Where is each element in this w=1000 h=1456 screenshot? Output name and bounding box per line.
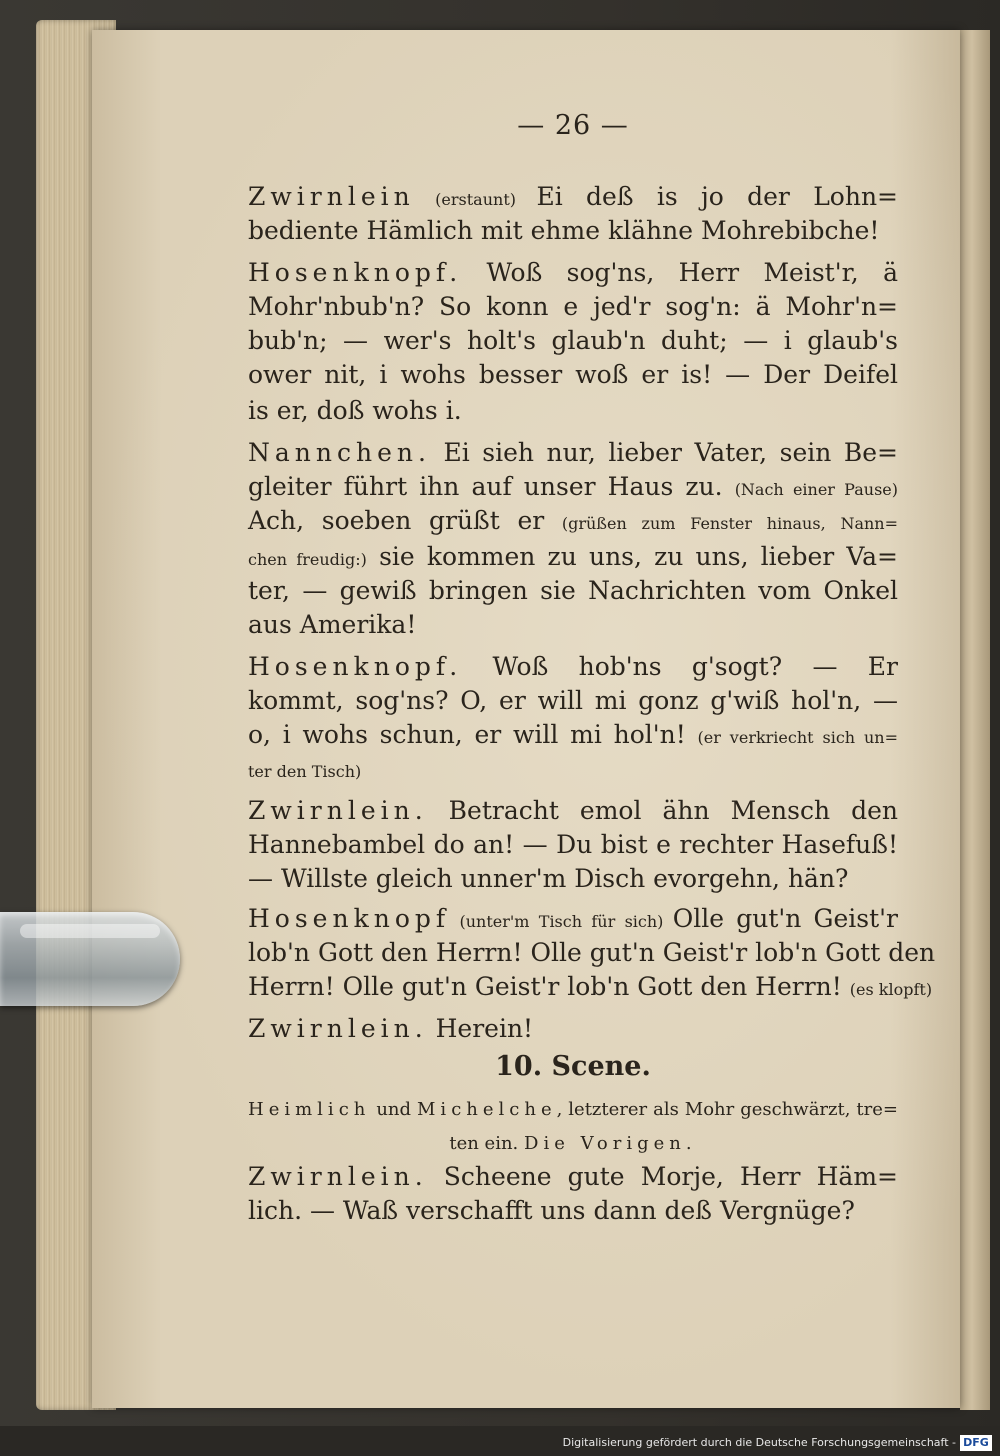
text-line (248, 1194, 898, 1228)
text-span: Mohr'nbub'n? So konn e jed'r sog'n: ä Mohr'n= (248, 292, 898, 321)
text-span: Ei deß is jo der Lohn= (536, 182, 898, 211)
text-line (248, 828, 898, 862)
text-span: — Willste gleich unner'm Disch evorgehn, hän? (248, 864, 849, 893)
text-span: Woß sog'ns, Herr Meist'r, ä (462, 258, 898, 287)
text-line (248, 936, 936, 970)
text-line (248, 970, 933, 1007)
stage-direction: chen freudig:) (248, 550, 367, 569)
speaker-name: Hosenknopf. (248, 258, 463, 287)
text-line (248, 436, 898, 470)
text-line (248, 1160, 898, 1194)
text-line (248, 256, 898, 290)
text-span: Herrn! Olle gut'n Geist'r lob'n Gott den Herrn! (248, 972, 850, 1001)
speaker-name: Die Vorigen. (524, 1133, 697, 1154)
text-span: o, i wohs schun, er will mi hol'n! (248, 720, 698, 749)
text-span: lob'n Gott den Herrn! Olle gut'n Geist'r lob'n Gott den (248, 938, 936, 967)
text-span: und (370, 1099, 417, 1120)
text-span: bediente Hämlich mit ehme klähne Mohrebibche! (248, 216, 880, 245)
text-line (248, 1090, 898, 1127)
text-span: Scheene gute Morje, Herr Häm= (427, 1162, 898, 1191)
page-clamp-highlight (20, 924, 160, 938)
speaker-name: Hosenknopf. (248, 652, 463, 681)
text-line (248, 684, 898, 718)
text-line (248, 1012, 898, 1046)
stage-direction: (unter'm Tisch für sich) (450, 912, 673, 931)
text-span: gleiter führt ihn auf unser Haus zu. (248, 472, 735, 501)
text-line (248, 1124, 898, 1161)
text-line (248, 718, 898, 755)
text-line (248, 504, 898, 541)
text-line (248, 324, 898, 358)
text-line (248, 290, 898, 324)
speaker-name: Zwirnlein. (248, 1014, 428, 1043)
stage-direction: (es klopft) (849, 980, 933, 999)
text-line (248, 650, 898, 684)
text-span: Betracht emol ähn Mensch den (427, 796, 898, 825)
stage-direction: ter den Tisch) (248, 762, 362, 781)
text-line (248, 394, 898, 428)
stage-direction: (Nach einer Pause) (734, 480, 898, 499)
text-line (248, 180, 898, 217)
footer-bar (0, 1426, 1000, 1456)
text-span: ower nit, i wohs besser woß er is! — Der Deifel (248, 360, 898, 389)
text-span: aus Amerika! (248, 610, 417, 639)
text-span: Ach, soeben grüßt er (248, 506, 562, 535)
text-span: ten ein. (449, 1133, 525, 1154)
text-span: Herein! (427, 1014, 534, 1043)
text-line (248, 752, 898, 789)
speaker-name: Nannchen. (248, 438, 431, 467)
text-line (248, 902, 898, 939)
text-line (248, 574, 898, 608)
text-line (248, 794, 898, 828)
speaker-name: Zwirnlein. (248, 796, 428, 825)
speaker-name: Heimlich (248, 1099, 371, 1120)
book-right-edge (960, 30, 990, 1410)
text-span: sie kommen zu uns, zu uns, lieber Va= (366, 542, 898, 571)
text-line (248, 358, 898, 392)
text-span: Olle gut'n Geist'r (672, 904, 899, 933)
digitization-credit: Digitalisierung gefördert durch die Deutsche Forschungsgemeinschaft - (562, 1436, 956, 1449)
speaker-name: Zwirnlein. (248, 1162, 428, 1191)
text-line (248, 608, 898, 642)
text-line (248, 540, 898, 577)
text-line (248, 862, 898, 896)
text-span: ter, — gewiß bringen sie Nachrichten vom Onkel (248, 576, 898, 605)
text-span: 10. Scene. (495, 1051, 651, 1082)
speaker-name: Michelche (417, 1099, 557, 1120)
text-line (248, 470, 898, 507)
text-span: bub'n; — wer's holt's glaub'n duht; — i glaub's (248, 326, 898, 355)
text-span: kommt, sog'ns? O, er will mi gonz g'wiß hol'n, — (248, 686, 898, 715)
stage-direction: (grüßen zum Fenster hinaus, Nann= (561, 514, 898, 533)
text-span: , letzterer als Mohr geschwärzt, tre= (556, 1099, 899, 1120)
speaker-name: Zwirnlein (248, 182, 415, 211)
text-line (248, 214, 898, 248)
text-span: Hannebambel do an! — Du bist e rechter Hasefuß! (248, 830, 898, 859)
speaker-name: Hosenknopf (248, 904, 451, 933)
text-span: lich. — Waß verschafft uns dann deß Vergnüge? (248, 1196, 855, 1225)
stage-direction: (er verkriecht sich un= (697, 728, 898, 747)
page-number: — 26 — (517, 110, 629, 141)
text-line (248, 1050, 898, 1084)
text-span: Ei sieh nur, lieber Vater, sein Be= (430, 438, 898, 467)
stage-direction: (erstaunt) (414, 190, 537, 209)
text-span: Woß hob'ns g'sogt? — Er (462, 652, 898, 681)
text-span: is er, doß wohs i. (248, 396, 462, 425)
dfg-logo: DFG (960, 1435, 992, 1451)
